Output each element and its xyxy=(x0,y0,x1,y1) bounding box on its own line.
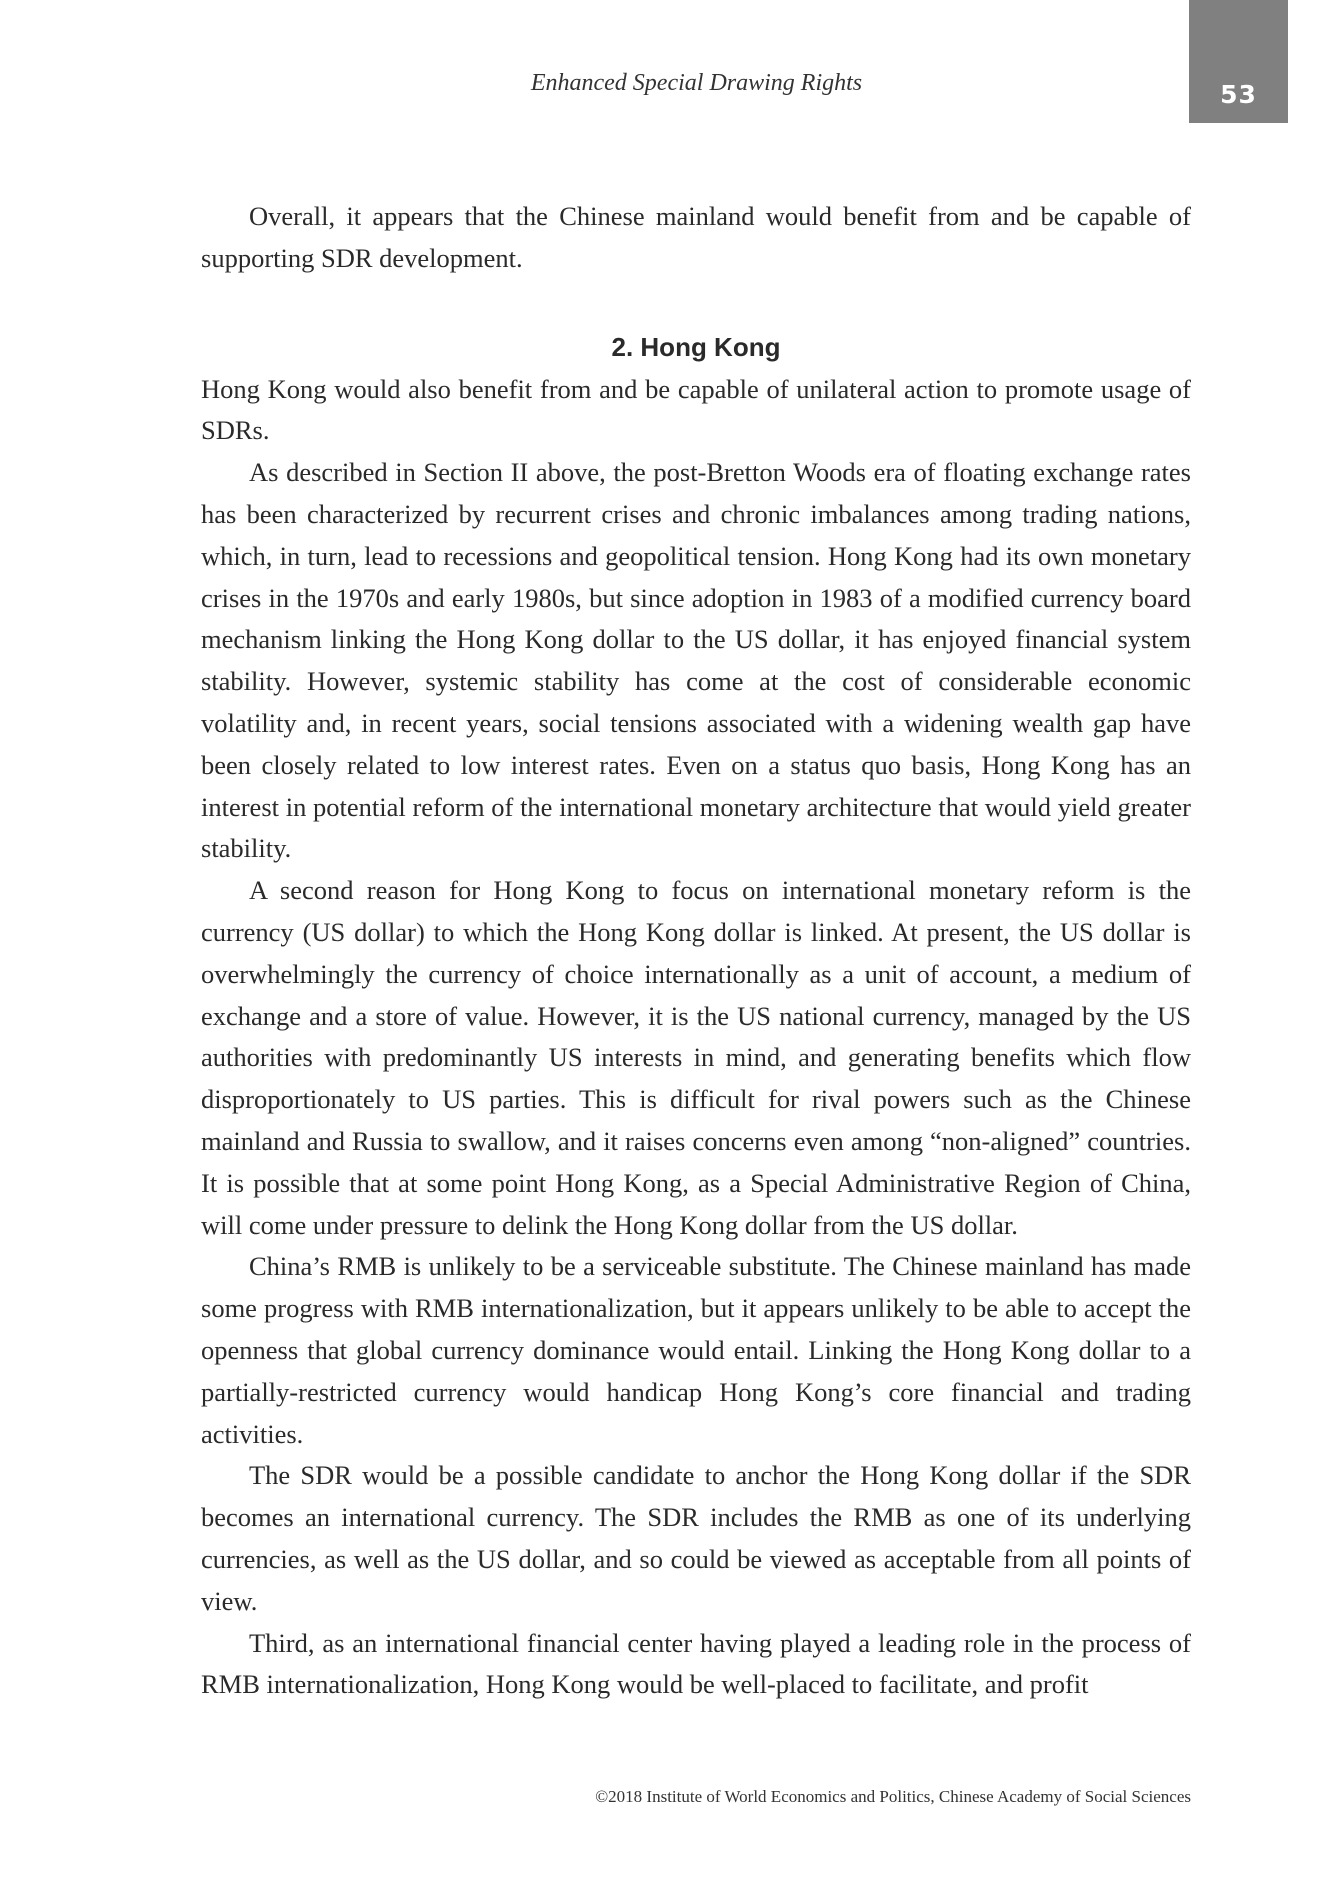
intro-paragraph: Overall, it appears that the Chinese mainland would benefit from and be capable of supporting SDR development. xyxy=(201,201,1191,273)
body-paragraph: As described in Section II above, the post-Bretton Woods era of floating exchange rates has been characterized by recurrent crises and chronic imbalances among trading nations, which, in turn, lead to recessions and geopolitical tension. Hong Kong had its own monetary crises in the 1970s and early 1980s, but since adoption in 1983 of a modified currency board mechanism linking the Hong Kong dollar to the US dollar, it has enjoyed financial system stability. However, systemic stability has come at the cost of considerable economic volatility and, in recent years, social tensions associated with a widening wealth gap have been closely related to low interest rates. Even on a status quo basis, Hong Kong has an interest in potential reform of the international monetary architecture that would yield greater stability. xyxy=(201,457,1191,864)
page-body xyxy=(201,196,1191,1706)
body-paragraph: China’s RMB is unlikely to be a serviceable substitute. The Chinese mainland has made some progress with RMB internationalization, but it appears unlikely to be able to accept the openness that global currency dominance would entail. Linking the Hong Kong dollar to a partially-restricted currency would handicap Hong Kong’s core financial and trading activities. xyxy=(201,1251,1191,1449)
running-header: Enhanced Special Drawing Rights xyxy=(530,70,863,96)
copyright-footer: ©2018 Institute of World Economics and Politics, Chinese Academy of Social Sciences xyxy=(595,1787,1191,1806)
section-heading: 2. Hong Kong xyxy=(611,331,781,362)
body-paragraph: Hong Kong would also benefit from and be capable of unilateral action to promote usage of SDRs. xyxy=(201,373,1191,446)
page-number-tab xyxy=(1189,0,1288,123)
page-number: 53 xyxy=(1220,80,1257,109)
body-paragraph: A second reason for Hong Kong to focus on international monetary reform is the currency (US dollar) to which the Hong Kong dollar is linked. At present, the US dollar is overwhelmingly the currency of choice internationally as a unit of account, a medium of exchange and a store of value. However, it is the US national currency, managed by the US authorities with predominantly US interests in mind, and generating benefits which flow disproportionately to US parties. This is difficult for rival powers such as the Chinese mainland and Russia to swallow, and it raises concerns even among “non-aligned” countries. It is possible that at some point Hong Kong, as a Special Administrative Region of China, will come under pressure to delink the Hong Kong dollar from the US dollar. xyxy=(201,875,1191,1240)
body-paragraph: Third, as an international financial center having played a leading role in the process of RMB internationalization, Hong Kong would be well-placed to facilitate, and profit xyxy=(201,1627,1191,1700)
body-paragraph: The SDR would be a possible candidate to anchor the Hong Kong dollar if the SDR becomes an international currency. The SDR includes the RMB as one of its underlying currencies, as well as the US dollar, and so could be viewed as acceptable from all points of view. xyxy=(201,1460,1191,1616)
